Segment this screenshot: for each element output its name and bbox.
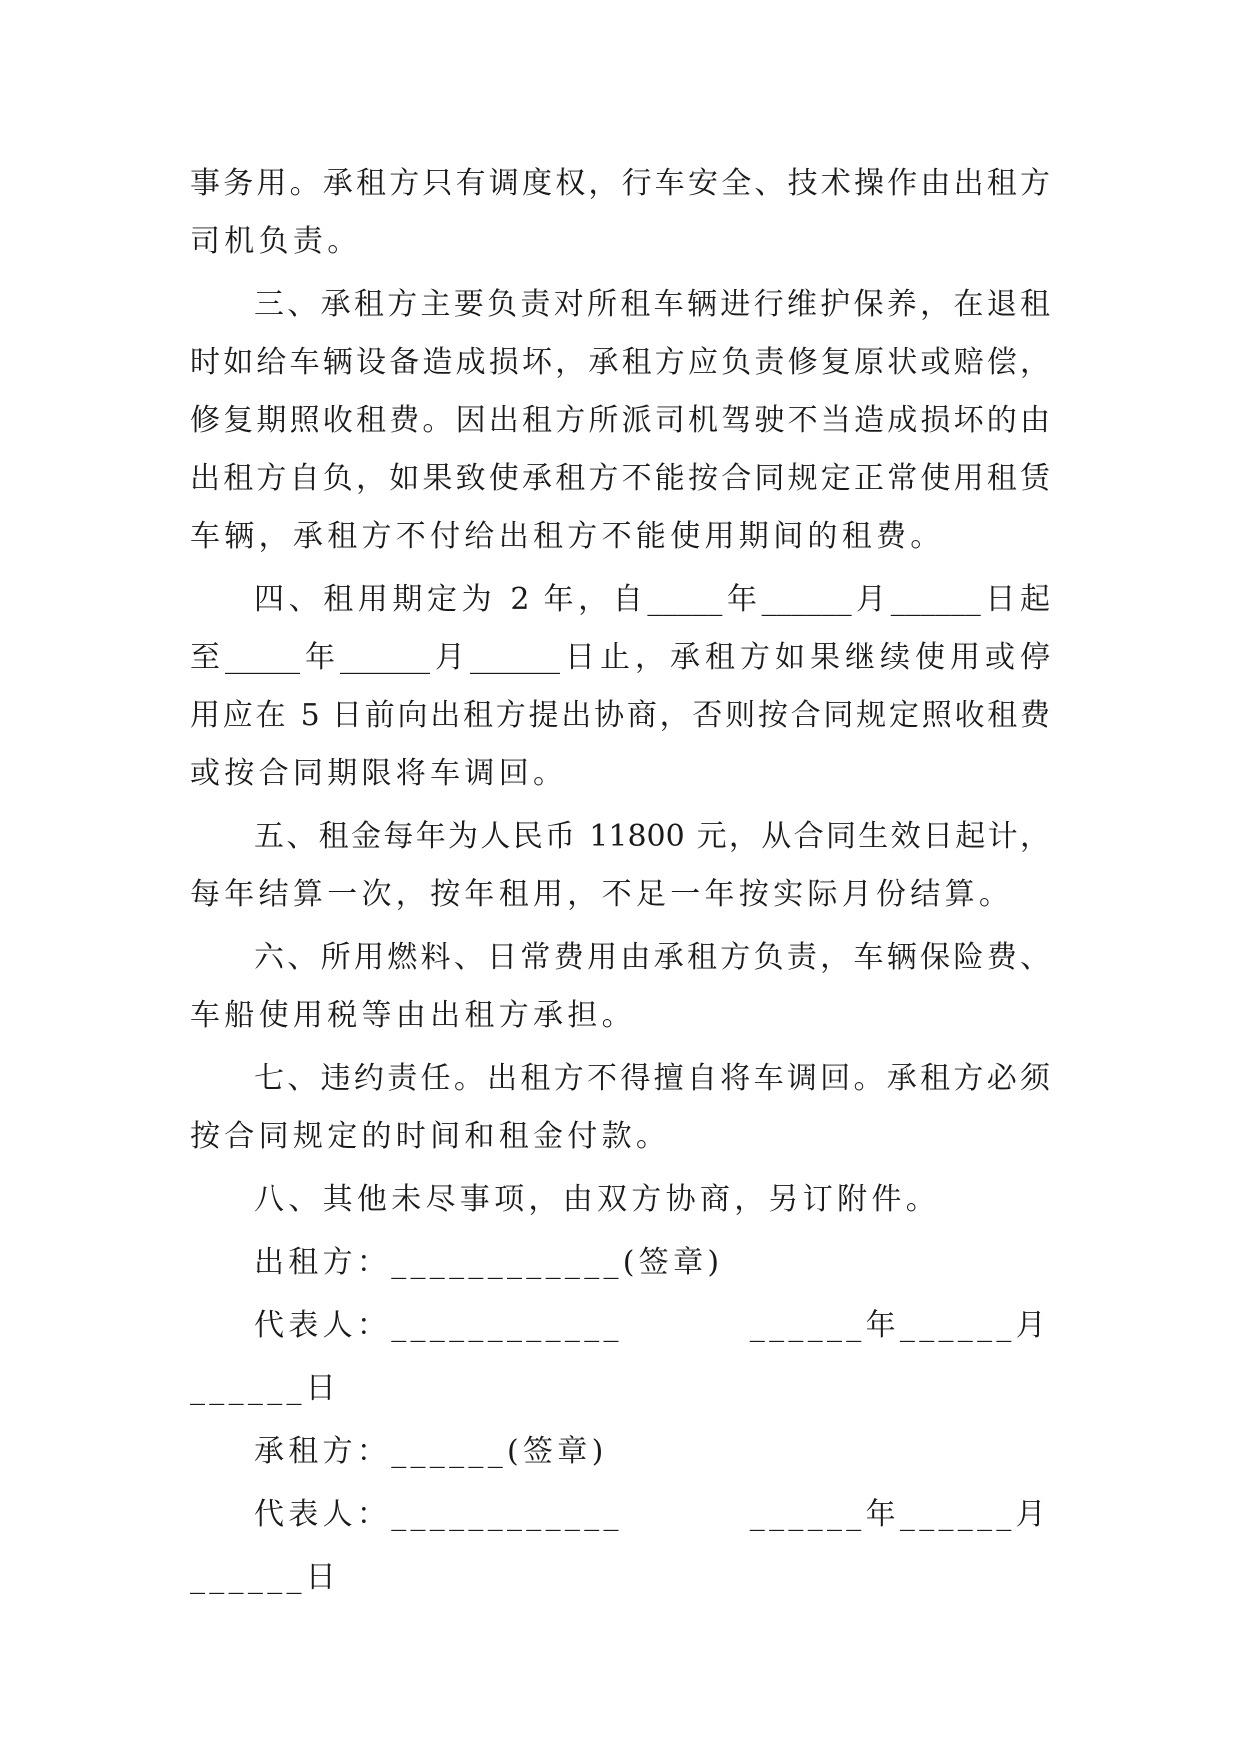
- lessor-date-day: ______日: [190, 1371, 341, 1406]
- clause-8-line: 八、其他未尽事项，由双方协商，另订附件。: [254, 1182, 940, 1217]
- lessor-date-year-month: ______年______月: [749, 1308, 1050, 1343]
- lessor-signature: 出租方：____________(签章): [254, 1245, 724, 1280]
- lessor-representative: [190, 1297, 1050, 1355]
- clause-3-line: 三、承租方主要负责对所租车辆进行维护保养，在退租: [254, 287, 1050, 322]
- paragraph-line: 司机负责。: [190, 224, 362, 259]
- lessor-rep-label: 代表人：____________: [254, 1308, 623, 1343]
- clause-7-line: 七、违约责任。出租方不得擅自将车调回。承租方必须: [254, 1061, 1050, 1096]
- clause-6-line: 车船使用税等由出租方承担。: [190, 998, 636, 1033]
- paragraph-line: 事务用。承租方只有调度权，行车安全、技术操作由出租方: [190, 166, 1050, 201]
- clause-3-line: 出租方自负，如果致使承租方不能按合同规定正常使用租赁: [190, 461, 1050, 496]
- lessee-date-year-month: ______年______月: [749, 1497, 1050, 1532]
- lessee-date-day: ______日: [190, 1560, 341, 1595]
- clause-5-line: 每年结算一次，按年租用，不足一年按实际月份结算。: [190, 877, 1014, 912]
- clause-4-line: 四、租用期定为 2 年，自_____年______月______日起: [254, 582, 1050, 617]
- lessee-representative: [190, 1486, 1050, 1544]
- clause-5-line: 五、租金每年为人民币 11800 元，从合同生效日起计，: [254, 819, 1050, 854]
- clause-3-line: 车辆，承租方不付给出租方不能使用期间的租费。: [190, 519, 945, 554]
- lessee-rep-label: 代表人：____________: [254, 1497, 623, 1532]
- clause-4-line: 至_____年______月______日止，承租方如果继续使用或停: [190, 640, 1050, 675]
- clause-3-line: 时如给车辆设备造成损坏，承租方应负责修复原状或赔偿，: [190, 345, 1050, 380]
- clause-7-line: 按合同规定的时间和租金付款。: [190, 1119, 671, 1154]
- clause-4-line: 用应在 5 日前向出租方提出协商，否则按合同规定照收租费: [190, 698, 1050, 733]
- clause-6-line: 六、所用燃料、日常费用由承租方负责，车辆保险费、: [254, 940, 1050, 975]
- clause-4-line: 或按合同期限将车调回。: [190, 756, 568, 791]
- contract-page: [190, 155, 1050, 1607]
- clause-3-line: 修复期照收租费。因出租方所派司机驾驶不当造成损坏的由: [190, 403, 1050, 438]
- lessee-signature: 承租方：______(签章): [254, 1434, 608, 1469]
